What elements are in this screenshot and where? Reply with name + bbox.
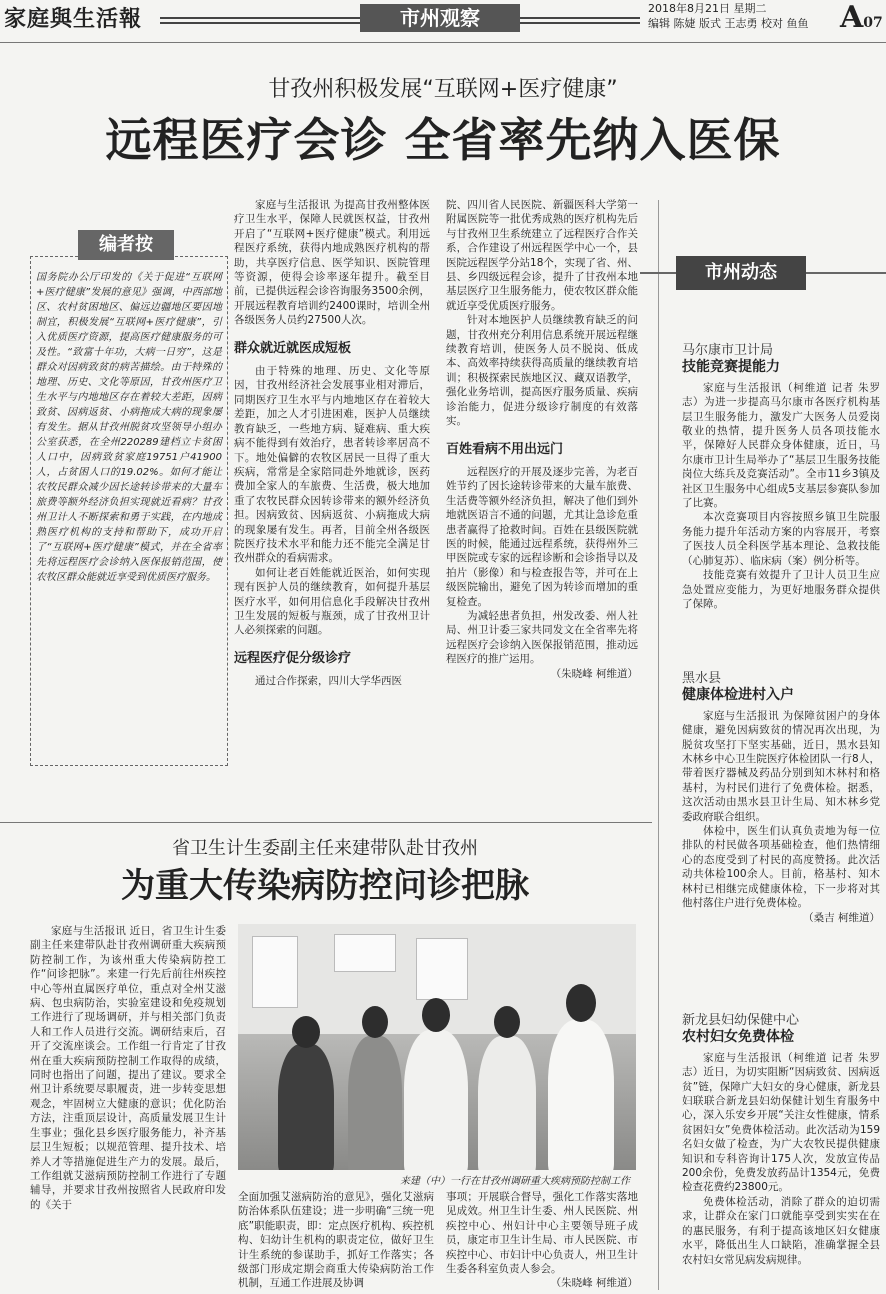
dynamics-item bbox=[682, 672, 880, 925]
story1-paragraph: 为减轻患者负担，州发改委、州人社局、州卫计委三家共同发文在全省率先将远程医疗会诊纳入医保报销范围，推动远程医疗的推广运用。 bbox=[446, 609, 638, 666]
story2-kicker: 省卫生计生委副主任来建带队赴甘孜州 bbox=[172, 838, 478, 859]
story1-column-1 bbox=[234, 198, 430, 689]
story1-column-2 bbox=[446, 198, 638, 681]
dynamics-item-paragraph: 家庭与生活报讯（柯维道 记者 朱罗志）近日，为切实阻断“因病致贫、因病返贫”链，保障广大妇女的身心健康，新龙县妇联联合新龙县妇幼保健计划生育服务中心，深入乐安乡开展“关注女性健康，情系贫困妇女”免费体检活动。此次活动为159名妇女做了检查，为广大农牧民提供健康知识和专科咨询计175人次，发放宣传品200余份，免费发放药品计1354元，免费检查花费约23800元。 bbox=[682, 1051, 880, 1194]
story2-credit: （朱晓峰 柯维道） bbox=[550, 1277, 638, 1290]
dynamics-item-paragraph: 体检中，医生们认真负责地为每一位排队的村民做各项基础检查，他们热情细心的态度受到了村民的高度赞扬。此次活动共体检100余人。目前，格基村、知木林村已相继完成健康体检，下一步将对其他村落住户进行免费体检。 bbox=[682, 825, 880, 910]
story1-credit: （朱晓峰 柯维道） bbox=[550, 667, 638, 680]
dynamics-item-place: 黑水县 bbox=[682, 671, 722, 686]
dynamics-item-headline: 农村妇女免费体检 bbox=[682, 1029, 794, 1046]
story2-photo bbox=[238, 924, 636, 1170]
dynamics-item-paragraph: 本次竞赛项目内容按照乡镇卫生院服务能力提升年活动方案的内容展开，考察了医技人员全科医学基本理论、急救技能（心肺复苏）、临床病（案）例分析等。 bbox=[682, 511, 880, 567]
story2-paragraph: 全面加强艾滋病防治的意见》，强化艾滋病防治体系队伍建设；进一步明确“三统一兜底”职能职责，即：定点医疗机构、疾控机构、妇幼计生机构的职责定位，做好卫生计生系统的参谋助手，抓好工作落实；各级部门形成定期会商重大传染病防治工作机制，互通工作进展及协调 bbox=[238, 1191, 434, 1290]
dynamics-section-title: 市州动态 bbox=[676, 256, 806, 290]
editor-note-text: 国务院办公厅印发的《关于促进“互联网+医疗健康”发展的意见》强调，中西部地区、农村贫困地区、偏远边疆地区要因地制宜，积极发展“互联网+医疗健康”，引入优质医疗资源，提高医疗健康服务的可及性。“致富十年功，大病一日穷”，这是群众对因病致贫的病苦描绘。由于特殊的地理、历史、文化等原因，甘孜州医疗卫生水平与内地地区存在着较大差距，因病致贫、因病返贫、小病拖成大病的现象屡有发生。据从甘孜州脱贫攻坚领导小组办公室获悉，在全州220289建档立卡贫困人口中，因病致贫家庭19751户41900人，占贫困人口的19.02%。如何才能让农牧民群众减少因长途转诊带来的大量车旅费等额外经济负担实现就近看病？甘孜州卫计人不断探索和勇于实践，在内地成熟医疗机构的支持和帮助下，成功开启了“互联网+医疗健康”模式，并在全省率先将远程医疗会诊纳入医保报销范围，使农牧区群众能就近享受到优质医疗服务。 bbox=[36, 272, 222, 583]
page-num: 07 bbox=[863, 15, 883, 31]
story2-divider bbox=[0, 822, 652, 823]
story1-subhead: 百姓看病不用出远门 bbox=[446, 441, 564, 457]
story1-paragraph: 院、四川省人民医院、新疆医科大学第一附属医院等一批优秀成熟的医疗机构先后与甘孜州卫生系统建立了远程医疗合作关系，合作建设了州远程医学中心一个，县医院远程医学分站18个，实现了省、州、县、乡四级远程会诊，提升了甘孜州本地基层医疗卫生服务能力，使农牧区群众能就近享受优质医疗服务。 bbox=[446, 199, 638, 312]
newspaper-logo: 家庭與生活報 bbox=[4, 6, 143, 32]
right-column-divider bbox=[658, 200, 659, 1290]
dynamics-item-headline: 技能竞赛提能力 bbox=[682, 359, 780, 376]
story2-headline: 为重大传染病防控问诊把脉 bbox=[121, 866, 529, 906]
dynamics-item-paragraph: 免费体检活动，消除了群众的迫切需求，让群众在家门口就能享受到实实在在的惠民服务，有利于提高该地区妇女健康水平，降低出生人口缺陷，准确掌握全县农村妇女常见病发病规律。 bbox=[682, 1195, 880, 1266]
story1-paragraph: 家庭与生活报讯 为提高甘孜州整体医疗卫生水平，保障人民就医权益，甘孜州开启了“互联网+医疗健康”模式。利用远程医疗系统，获得内地成熟医疗机构的帮助，共享医疗信息、医学知识、医院管理等资源，使得会诊率逐年提升。截至目前，已提供远程会诊咨询服务3500余例，开展远程教育培训约2400课时，培训全州各级医务人员约27500人次。 bbox=[234, 199, 430, 327]
story2-paragraph: 事项；开展联合督导，强化工作落实落地见成效。州卫生计生委、州人民医院、州疾控中心、州妇计中心主要领导班子成员，康定市卫生计生局、市人民医院、市疾控中心、市妇计中心负责人，州卫生计生委各科室负责人参会。 bbox=[446, 1191, 638, 1276]
dynamics-item-headline: 健康体检进村入户 bbox=[682, 687, 794, 704]
dynamics-item-paragraph: 家庭与生活报讯（柯维道 记者 朱罗志）为进一步提高马尔康市各医疗机构基层卫生服务能力，激发广大医务人员爱岗敬业的热情，提升医务人员各项技能水平，保障好人民群众身体健康，近日，马尔康市卫计生局举办了“基层卫生服务技能岗位大练兵及竞赛活动”。全市11乡3镇及社区卫生服务中心组成5支基层参赛队参加了比赛。 bbox=[682, 381, 880, 510]
story2-photo-caption: 来建（中）一行在甘孜州调研重大疾病预防控制工作 bbox=[400, 1176, 630, 1187]
story1-subhead: 群众就近就医成短板 bbox=[234, 340, 352, 356]
dynamics-item-paragraph: 家庭与生活报讯 为保障贫困户的身体健康，避免因病致贫的情况再次出现，为脱贫攻坚打下坚实基础，近日，黑水县知木林乡中心卫生院医疗体检团队一行8人，带着医疗器械及药品分别到知木林村和格基村，为村民们进行了免费体检。据悉，这次活动由黑水县卫计生局、知木林乡党委政府联合组织。 bbox=[682, 709, 880, 823]
page-number bbox=[840, 0, 883, 35]
page-letter: A bbox=[840, 0, 864, 35]
dynamics-rule-left bbox=[640, 272, 676, 274]
story1-headline: 远程医疗会诊 全省率先纳入医保 bbox=[105, 113, 781, 167]
story2-column-1 bbox=[30, 924, 226, 1292]
masthead-divider bbox=[0, 42, 886, 43]
staff-line: 编辑 陈婕 版式 王志勇 校对 鱼鱼 bbox=[648, 17, 809, 30]
dynamics-item-credit: （桑吉 柯维道） bbox=[803, 911, 880, 924]
story1-paragraph: 远程医疗的开展及逐步完善，为老百姓节约了因长途转诊带来的大量车旅费、生活费等额外经济负担，解决了他们到外地就医语言不通的问题，尤其让急诊危重患者赢得了抢救时间。百姓在县级医院就医的时候，能通过远程系统，获得州外三甲医院或专家的远程诊断和会诊指导以及拍片（影像）和与检查报告等，并可在上级医院输出，避免了因为转诊而增加的重复检查。 bbox=[446, 465, 638, 608]
dynamics-item-place: 马尔康市卫计局 bbox=[682, 343, 774, 358]
dynamics-item bbox=[682, 1014, 880, 1267]
story2-paragraph: 家庭与生活报讯 近日，省卫生计生委副主任来建带队赴甘孜州调研重大疾病预防控制工作，为该州重大传染病防控工作“问诊把脉”。来建一行先后前往州疾控中心等州直属医疗单位，重点对全州艾滋病、包虫病防治，实验室建设和免疫规划工作进行了现场调研，并与相关部门负责人和工作人员进行交流。调研结束后，召开了交流座谈会。工作组一行肯定了甘孜州在重大疾病预防控制工作取得的成绩，同时也指出了问题，提出了建议。要求全州卫计系统要尽职履责，进一步转变思想观念，牢固树立大健康的意识；优化防治方法，注重顶层设计，高质量发展卫生计生事业；强化县乡医疗服务能力，补齐基层卫生短板；以规范管理、提升技术、培养人才等措施促进生产力的发展。最后，工作组就艾滋病预防控制工作进行了专题辅导，并要求甘孜州按照省人民政府印发的《关于 bbox=[30, 925, 226, 1211]
editor-note-title: 编者按 bbox=[78, 230, 174, 260]
dynamics-rule-right bbox=[806, 272, 886, 274]
story1-subhead: 远程医疗促分级诊疗 bbox=[234, 650, 352, 666]
story1-paragraph: 如何让老百姓能就近医治，如何实现现有医护人员的继续教育，如何提升基层医疗水平，如何用信息化手段解决甘孜州卫生发展的短板与瓶颈，成了甘孜州卫计人必须探索的问题。 bbox=[234, 566, 430, 637]
story1-kicker: 甘孜州积极发展“互联网+医疗健康” bbox=[268, 77, 618, 102]
story2-column-2 bbox=[238, 1190, 434, 1291]
dateline: 2018年8月21日 星期二 bbox=[648, 2, 767, 15]
masthead-rule-left bbox=[160, 17, 360, 24]
story1-paragraph: 通过合作探索，四川大学华西医 bbox=[255, 675, 402, 688]
dynamics-item-place: 新龙县妇幼保健中心 bbox=[682, 1013, 800, 1028]
story2-column-3 bbox=[446, 1190, 638, 1291]
dynamics-item bbox=[682, 344, 880, 611]
masthead-rule-right bbox=[520, 17, 640, 24]
story1-paragraph: 针对本地医护人员继续教育缺乏的问题，甘孜州充分利用信息系统开展远程继续教育培训，使医务人员不脱岗、低成本、高效率持续获得高质量的继续教育培训；积极探索民族地区汉、藏双语教学，强化业务培训，提高医疗服务质量、疾病诊治能力，促进分级诊疗制度的有效落实。 bbox=[446, 314, 638, 428]
section-tag: 市州观察 bbox=[360, 4, 520, 32]
dynamics-item-paragraph: 技能竞赛有效提升了卫计人员卫生应急处置应变能力，为更好地服务群众提供了保障。 bbox=[682, 569, 880, 610]
story1-paragraph: 由于特殊的地理、历史、文化等原因，甘孜州经济社会发展事业相对滞后，同期医疗卫生水平与内地地区存在着较大差距，加之人才引进困难，医护人员继续教育缺乏，一些地方病、疑难病、重大疾病不能得到有效治疗，患者转诊率居高不下。地处偏僻的农牧区居民一旦得了重大疾病，常常是全家陪同赴外地就诊，医药费加全家人的车旅费、生活费，极大地加重了农牧民群众因转诊带来的额外经济负担。因病致贫、因病返贫、小病拖成大病的现象屡有发生。再者，目前全州各级医院医疗技术水平和能力还不能完全满足甘孜州群众的看病需求。 bbox=[234, 365, 430, 565]
